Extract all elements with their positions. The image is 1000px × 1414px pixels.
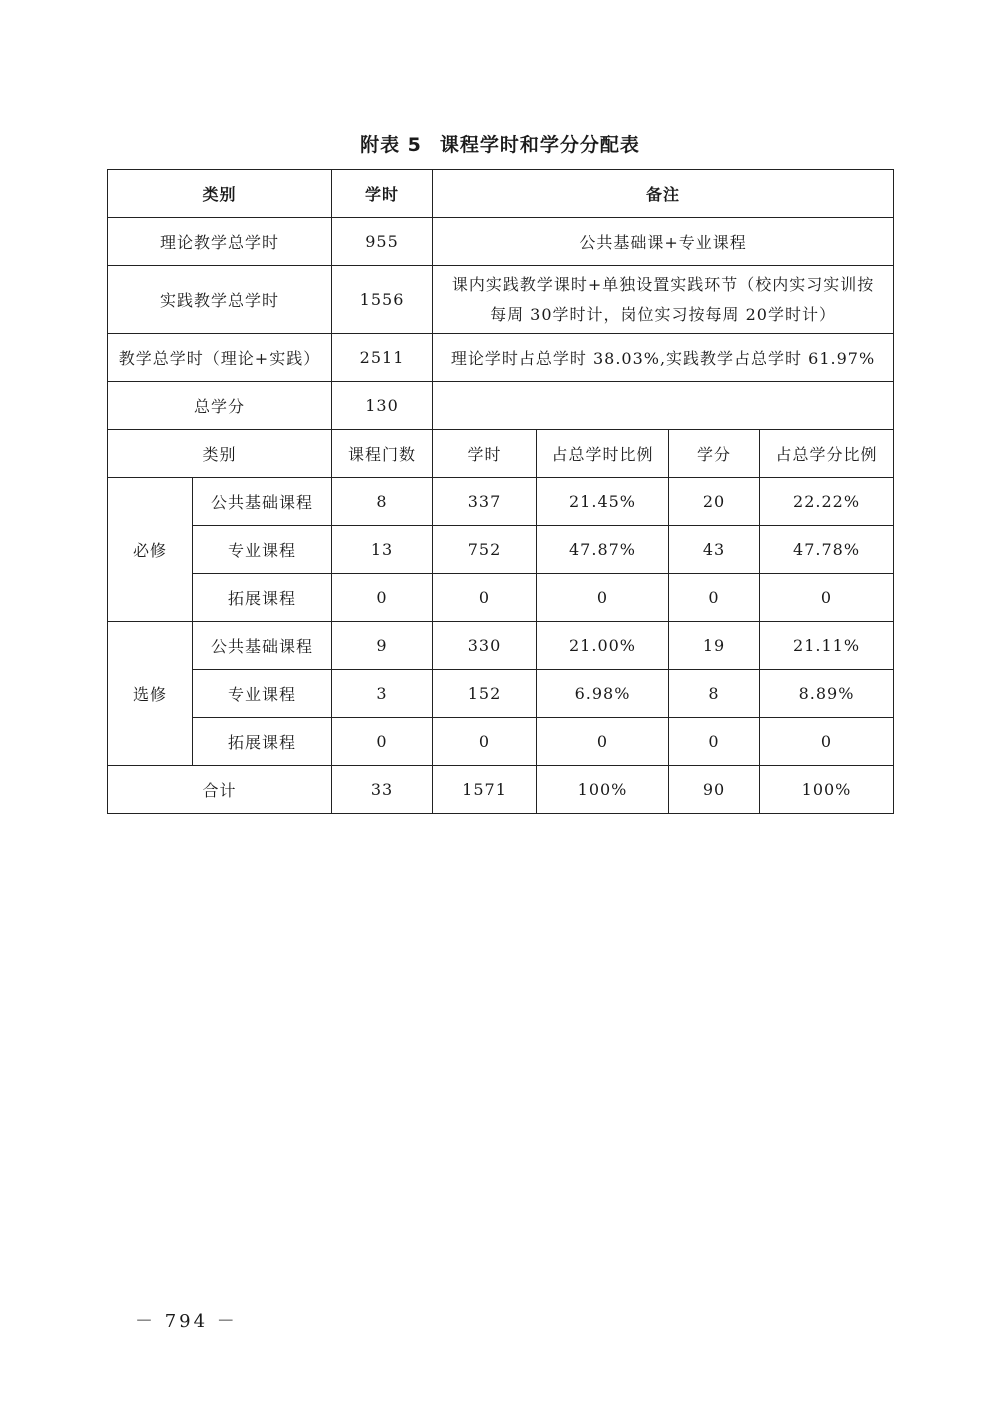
course-count: 3: [332, 670, 433, 718]
summary-hours: 2511: [332, 334, 433, 382]
course-credits: 19: [669, 622, 760, 670]
table-row: [108, 478, 894, 526]
hours-ratio: 47.87%: [537, 526, 669, 574]
subheader-credits-ratio: 占总学分比例: [760, 430, 894, 478]
hours-ratio: 21.00%: [537, 622, 669, 670]
summary-hours: 1556: [332, 266, 433, 334]
header-category: 类别: [108, 170, 332, 218]
hours-ratio: 0: [537, 574, 669, 622]
course-count: 8: [332, 478, 433, 526]
subheader-course-count: 课程门数: [332, 430, 433, 478]
summary-note: [433, 382, 894, 430]
summary-row: [108, 218, 894, 266]
table-row: [108, 526, 894, 574]
total-hours: 1571: [433, 766, 537, 814]
course-type: 拓展课程: [193, 718, 332, 766]
course-count: 13: [332, 526, 433, 574]
course-type: 公共基础课程: [193, 478, 332, 526]
summary-note: [433, 266, 894, 334]
summary-row: [108, 334, 894, 382]
title-text: 课程学时和学分分配表: [439, 134, 640, 156]
credits-ratio: 0: [760, 718, 894, 766]
summary-hours: 955: [332, 218, 433, 266]
hours-ratio: 6.98%: [537, 670, 669, 718]
summary-hours: 130: [332, 382, 433, 430]
table-row: [108, 622, 894, 670]
course-credits: 8: [669, 670, 760, 718]
table-row: [108, 670, 894, 718]
page-number: － 794 －: [135, 1311, 238, 1332]
course-credits: 0: [669, 574, 760, 622]
course-count: 0: [332, 718, 433, 766]
course-hours-credits-table: [107, 169, 894, 814]
summary-note-line: 课内实践教学课时+单独设置实践环节（校内实习实训按: [451, 274, 875, 294]
hours-ratio: 21.45%: [537, 478, 669, 526]
course-type: 拓展课程: [193, 574, 332, 622]
group-label-required: 必修: [108, 478, 193, 622]
header-hours: 学时: [332, 170, 433, 218]
summary-note-line: 每周 30学时计，岗位实习按每周 20学时计）: [490, 304, 836, 324]
course-hours: 337: [433, 478, 537, 526]
subheader-row: [108, 430, 894, 478]
course-hours: 330: [433, 622, 537, 670]
group-label-elective: 选修: [108, 622, 193, 766]
course-count: 9: [332, 622, 433, 670]
course-type: 专业课程: [193, 670, 332, 718]
course-hours: 0: [433, 718, 537, 766]
subheader-category: 类别: [108, 430, 332, 478]
subheader-hours-ratio: 占总学时比例: [537, 430, 669, 478]
summary-note: 公共基础课+专业课程: [433, 218, 894, 266]
page-title: [0, 130, 1000, 157]
summary-label: 实践教学总学时: [108, 266, 332, 334]
credits-ratio: 0: [760, 574, 894, 622]
summary-label: 教学总学时（理论+实践）: [108, 334, 332, 382]
credits-ratio: 21.11%: [760, 622, 894, 670]
total-row: [108, 766, 894, 814]
credits-ratio: 22.22%: [760, 478, 894, 526]
credits-ratio: 8.89%: [760, 670, 894, 718]
subheader-hours: 学时: [433, 430, 537, 478]
total-hours-ratio: 100%: [537, 766, 669, 814]
total-count: 33: [332, 766, 433, 814]
summary-label: 总学分: [108, 382, 332, 430]
hours-ratio: 0: [537, 718, 669, 766]
total-credits: 90: [669, 766, 760, 814]
credits-ratio: 47.78%: [760, 526, 894, 574]
course-hours: 0: [433, 574, 537, 622]
total-label: 合计: [108, 766, 332, 814]
course-credits: 43: [669, 526, 760, 574]
table-row: [108, 574, 894, 622]
header-notes: 备注: [433, 170, 894, 218]
title-prefix: 附表 5: [360, 134, 422, 156]
subheader-credits: 学分: [669, 430, 760, 478]
summary-note: 理论学时占总学时 38.03%,实践教学占总学时 61.97%: [433, 334, 894, 382]
table-row: [108, 718, 894, 766]
table-header-row: [108, 170, 894, 218]
course-credits: 0: [669, 718, 760, 766]
summary-label: 理论教学总学时: [108, 218, 332, 266]
summary-row: [108, 382, 894, 430]
total-credits-ratio: 100%: [760, 766, 894, 814]
course-type: 专业课程: [193, 526, 332, 574]
summary-row: [108, 266, 894, 334]
course-hours: 152: [433, 670, 537, 718]
course-count: 0: [332, 574, 433, 622]
course-credits: 20: [669, 478, 760, 526]
course-hours: 752: [433, 526, 537, 574]
course-type: 公共基础课程: [193, 622, 332, 670]
